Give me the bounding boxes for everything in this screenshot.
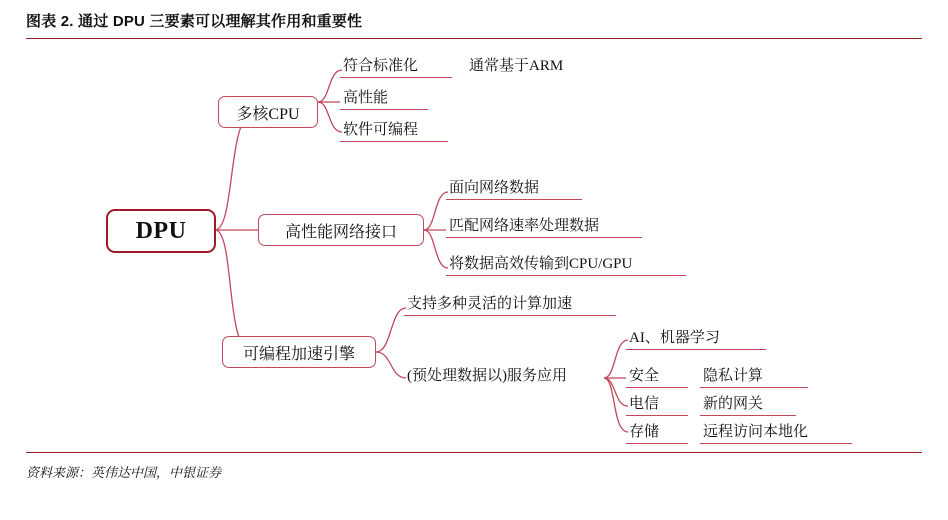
- node-leaf-label: 匹配网络速率处理数据: [449, 217, 600, 234]
- node-subleaf-storage[interactable]: [626, 418, 688, 444]
- node-leaf-software-programmable[interactable]: [340, 116, 448, 142]
- node-leaf-label: (预处理数据以)服务应用: [407, 368, 567, 384]
- node-leaf-label: 将数据高效传输到CPU/GPU: [449, 255, 633, 272]
- node-subleaf-new-gateway[interactable]: [700, 390, 796, 416]
- node-branch-network-interface[interactable]: [258, 214, 424, 246]
- node-leaf-flexible-compute-accel[interactable]: [404, 290, 616, 316]
- node-branch-label: 高性能网络接口: [284, 223, 397, 241]
- node-leaf-standardization[interactable]: [340, 52, 452, 78]
- node-leaf-match-network-speed[interactable]: [446, 212, 642, 238]
- node-subleaf-ai-machine-learning[interactable]: [626, 324, 766, 350]
- node-branch-label: 可编程加速引擎: [242, 345, 355, 363]
- node-root-label: DPU: [135, 217, 187, 244]
- node-leaf-high-performance[interactable]: [340, 84, 428, 110]
- node-subleaf-label: 新的网关: [703, 395, 764, 412]
- node-root: [106, 209, 216, 253]
- node-subleaf-label: AI、机器学习: [629, 329, 720, 346]
- divider-top: [26, 38, 922, 39]
- node-subleaf-privacy-computing[interactable]: [700, 362, 808, 388]
- node-leaf-label: 高性能: [343, 89, 389, 106]
- node-leaf-arm-based: [466, 52, 596, 78]
- node-branch-programmable-accel-engine[interactable]: [222, 336, 376, 368]
- node-leaf-label: 面向网络数据: [449, 179, 540, 196]
- figure-source: 资料来源：英伟达中国，中银证券: [26, 465, 222, 480]
- node-leaf-label: 软件可编程: [343, 121, 419, 138]
- divider-bottom: [26, 452, 922, 453]
- node-leaf-efficient-transfer[interactable]: [446, 250, 686, 276]
- node-leaf-service-applications: [404, 362, 608, 388]
- node-leaf-network-oriented-data[interactable]: [446, 174, 582, 200]
- node-subleaf-security[interactable]: [626, 362, 688, 388]
- node-leaf-label: 符合标准化: [343, 57, 419, 74]
- node-leaf-label: 通常基于ARM: [469, 58, 564, 74]
- node-subleaf-label: 存储: [629, 423, 660, 440]
- node-subleaf-label: 电信: [629, 395, 660, 412]
- node-subleaf-label: 安全: [629, 367, 660, 384]
- node-leaf-label: 支持多种灵活的计算加速: [407, 295, 573, 312]
- figure-title: 图表 2. 通过 DPU 三要素可以理解其作用和重要性: [26, 13, 363, 30]
- node-subleaf-remote-access-localization[interactable]: [700, 418, 852, 444]
- node-subleaf-telecom[interactable]: [626, 390, 688, 416]
- node-branch-multicore-cpu[interactable]: [218, 96, 318, 128]
- node-subleaf-label: 远程访问本地化: [703, 423, 809, 440]
- diagram-canvas: [0, 40, 948, 450]
- node-branch-label: 多核CPU: [236, 105, 300, 123]
- node-subleaf-label: 隐私计算: [703, 367, 764, 384]
